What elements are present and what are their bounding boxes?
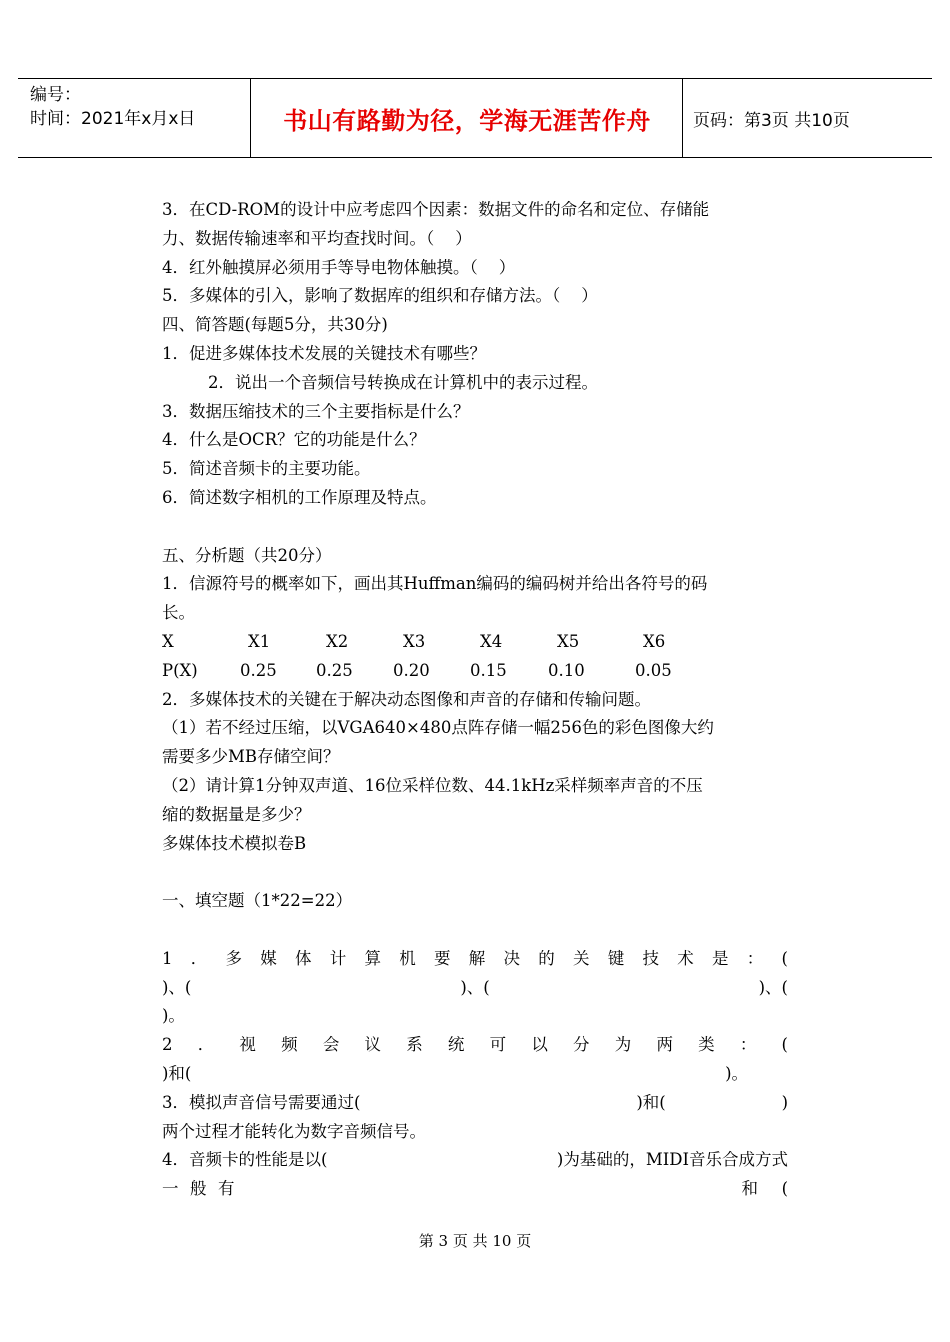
blank-separator: )、(	[460, 977, 490, 997]
text-line: 缩的数据量是多少？	[162, 804, 311, 824]
char: 多	[225, 948, 242, 968]
text-line: 2．说出一个音频信号转换成在计算机中的表示过程。	[208, 372, 598, 392]
char: 和	[741, 1179, 758, 1199]
text-line: 4．什么是OCR？它的功能是什么？	[162, 430, 426, 450]
page-footer: 第 3 页 共 10 页	[418, 1232, 532, 1250]
fill-blank-q2-line2	[162, 1060, 788, 1089]
time-label: 时间：2021年x月x日	[30, 109, 196, 129]
char: 一	[162, 1179, 179, 1199]
char: 分	[573, 1035, 590, 1055]
blank-separator: )和(	[162, 1063, 192, 1083]
char: ：	[746, 948, 764, 968]
header-divider	[682, 79, 683, 157]
char: 算	[364, 948, 381, 968]
blank-line	[162, 858, 788, 887]
probability-table-header	[162, 628, 788, 657]
blank-separator: )、(	[162, 977, 192, 997]
text-line: 长。	[162, 603, 195, 623]
header-divider	[250, 79, 251, 157]
blank-line	[162, 916, 788, 945]
text-segment: 4．音频卡的性能是以(	[162, 1150, 328, 1170]
motto: 书山有路勤为径，学海无涯苦作舟	[283, 106, 651, 135]
text-segment: )	[781, 1092, 788, 1112]
table-cell: 0.25	[316, 660, 353, 680]
blank-separator: )。	[725, 1063, 748, 1083]
char: ．	[197, 1035, 215, 1055]
char: 议	[364, 1035, 382, 1055]
char: 会	[322, 1035, 340, 1055]
text-line: 3．在CD-ROM的设计中应考虑四个因素：数据文件的命名和定位、存储能	[162, 200, 710, 219]
text-line: 5．多媒体的引入，影响了数据库的组织和存储方法。（ ）	[162, 286, 598, 306]
text-line: 1．促进多媒体技术发展的关键技术有哪些？	[162, 343, 486, 363]
document-body	[162, 196, 788, 1204]
char: 以	[531, 1035, 548, 1055]
text-line: )。	[162, 1006, 185, 1026]
text-line: 1．信源符号的概率如下，画出其Huffman编码的编码树并给出各符号的码	[162, 574, 708, 594]
char: 技	[642, 948, 659, 968]
char: ：	[739, 1035, 757, 1055]
table-cell: 0.15	[470, 660, 507, 680]
char: 类	[698, 1035, 715, 1055]
char: 的	[538, 948, 555, 968]
fill-blank-q1-line2	[162, 974, 788, 1003]
char: 般	[190, 1179, 207, 1199]
text-line: 4．红外触摸屏必须用手等导电物体触摸。（ ）	[162, 257, 516, 277]
char: 媒	[260, 948, 277, 968]
section-heading: 四、简答题(每题5分，共30分)	[162, 315, 388, 335]
fill-blank-q4-line2	[162, 1175, 788, 1204]
char: 2	[162, 1035, 173, 1055]
subtitle: 多媒体技术模拟卷B	[162, 833, 307, 853]
char: 1	[162, 948, 173, 968]
text-line: 两个过程才能转化为数字音频信号。	[162, 1121, 426, 1141]
char: 是	[712, 948, 729, 968]
table-cell: 0.25	[240, 660, 277, 680]
text-line: 6．简述数字相机的工作原理及特点。	[162, 487, 437, 507]
text-segment: )为基础的，MIDI音乐合成方式	[556, 1150, 788, 1170]
table-cell: X1	[248, 631, 271, 651]
char: 关	[573, 948, 590, 968]
char: 系	[406, 1035, 423, 1055]
number-label: 编号：	[30, 85, 81, 105]
text-line: （2）请计算1分钟双声道、16位采样位数、44.1kHz采样频率声音的不压	[162, 775, 703, 795]
table-cell: P(X)	[162, 660, 198, 680]
text-line: 3．数据压缩技术的三个主要指标是什么？	[162, 401, 470, 421]
table-cell: 0.20	[393, 660, 430, 680]
section-heading: 一、填空题（1*22=22）	[162, 891, 353, 911]
blank-line	[162, 513, 788, 542]
section-heading: 五、分析题（共20分）	[162, 545, 332, 565]
char: 统	[447, 1035, 465, 1055]
fill-blank-q4	[162, 1146, 788, 1175]
char: 键	[607, 948, 625, 968]
text-segment: 3．模拟声音信号需要通过(	[162, 1092, 361, 1112]
text-line: 2．多媒体技术的关键在于解决动态图像和声音的存储和传输问题。	[162, 689, 651, 709]
char: 决	[503, 948, 520, 968]
char: 要	[434, 948, 451, 968]
char: 解	[468, 948, 486, 968]
table-cell: 0.05	[635, 660, 672, 680]
char: 计	[329, 948, 347, 968]
table-cell: X4	[480, 631, 503, 651]
header-meta	[30, 83, 195, 131]
char: ．	[190, 948, 208, 968]
char: 两	[656, 1035, 673, 1055]
header-table	[18, 78, 932, 158]
fill-blank-q2	[162, 1031, 788, 1060]
blank-separator: )、(	[758, 977, 788, 997]
char: 可	[489, 1035, 507, 1055]
table-cell: X	[162, 631, 174, 651]
text-line: （1）若不经过压缩，以VGA640×480点阵存储一幅256色的彩色图像大约	[162, 718, 714, 738]
page-label: 页码：第3页 共10页	[693, 110, 850, 131]
table-cell: X3	[403, 631, 426, 651]
fill-blank-q1	[162, 945, 788, 974]
probability-table-row	[162, 657, 788, 686]
table-cell: 0.10	[548, 660, 585, 680]
fill-blank-q3	[162, 1089, 788, 1118]
char: 视	[239, 1035, 256, 1055]
text-line: 5．简述音频卡的主要功能。	[162, 459, 371, 479]
table-cell: X6	[643, 631, 666, 651]
text-segment: )和(	[636, 1092, 666, 1112]
char: 有	[218, 1179, 235, 1199]
char: 机	[399, 948, 416, 968]
char: 体	[295, 948, 312, 968]
char: 为	[614, 1035, 632, 1055]
char: 频	[281, 1035, 298, 1055]
char: (	[781, 948, 788, 968]
char: (	[781, 1179, 788, 1199]
text-line: 力、数据传输速率和平均查找时间。（ ）	[162, 228, 472, 248]
table-cell: X2	[326, 631, 349, 651]
char: (	[781, 1035, 788, 1055]
text-line: 需要多少MB存储空间？	[162, 747, 340, 767]
char: 术	[677, 948, 694, 968]
table-cell: X5	[557, 631, 580, 651]
